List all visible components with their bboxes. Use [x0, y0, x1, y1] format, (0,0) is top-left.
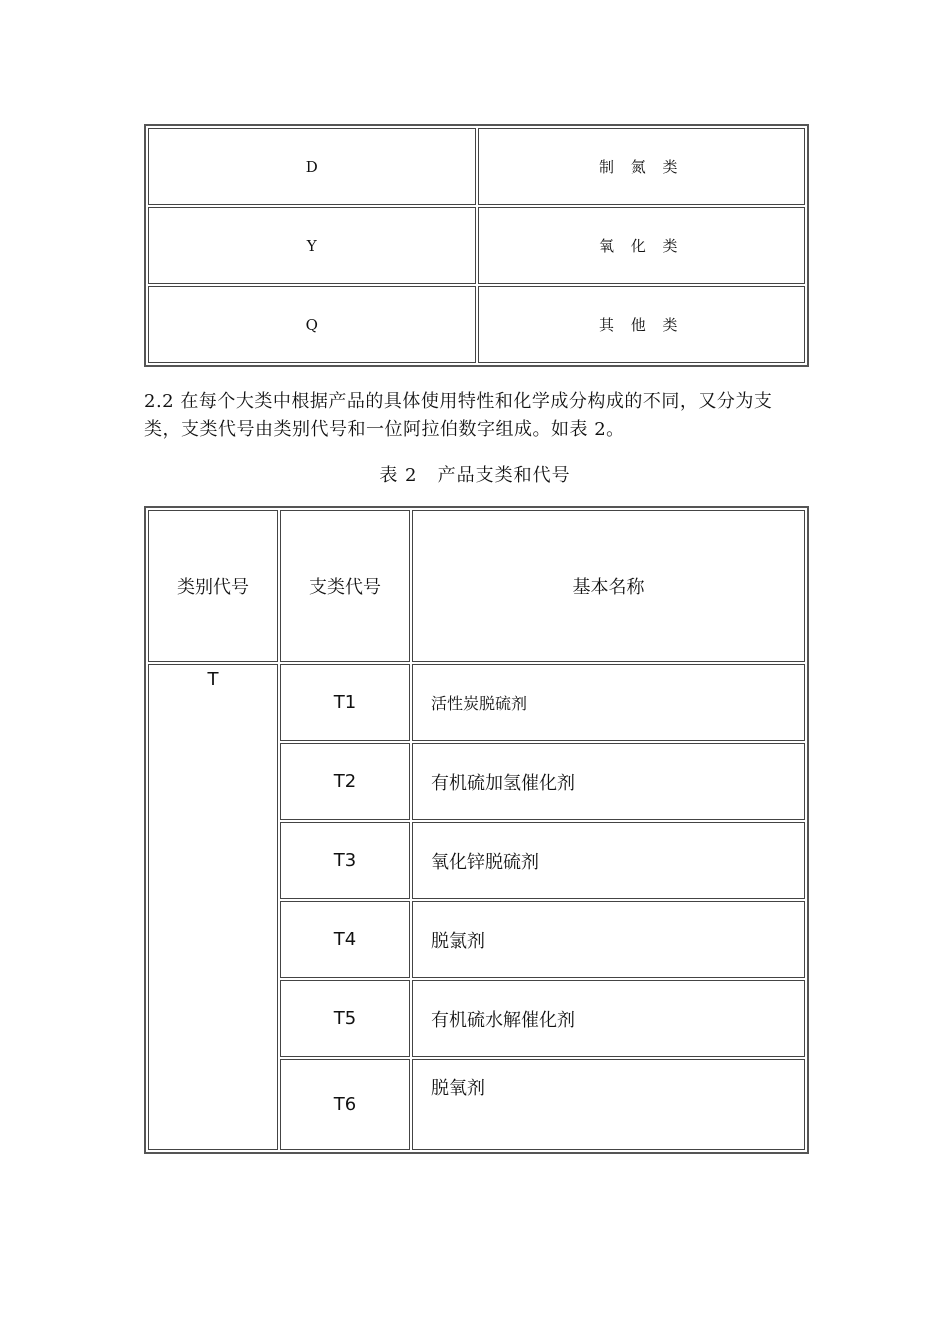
table-row [148, 207, 805, 284]
basic-name: 氧化锌脱硫剂 [412, 822, 805, 899]
header-basic-name: 基本名称 [412, 510, 805, 662]
subcategory-code: T1 [280, 664, 410, 741]
category-code: Q [148, 286, 476, 363]
table-row [148, 128, 805, 205]
table-row [148, 286, 805, 363]
table-row [148, 664, 805, 741]
subcategory-code: T3 [280, 822, 410, 899]
subcategory-code: T2 [280, 743, 410, 820]
category-code: Y [148, 207, 476, 284]
basic-name: 有机硫水解催化剂 [412, 980, 805, 1057]
subcategory-code: T6 [280, 1059, 410, 1150]
header-category-code: 类别代号 [148, 510, 278, 662]
category-code: D [148, 128, 476, 205]
category-code-cell: T [148, 664, 278, 1150]
header-subcategory-code: 支类代号 [280, 510, 410, 662]
basic-name: 有机硫加氢催化剂 [412, 743, 805, 820]
basic-name: 脱氧剂 [412, 1059, 805, 1150]
category-name: 其 他 类 [478, 286, 806, 363]
subcategory-code: T5 [280, 980, 410, 1057]
subcategory-code: T4 [280, 901, 410, 978]
section-paragraph: 2.2 在每个大类中根据产品的具体使用特性和化学成分构成的不同，又分为支类，支类代号由类别代号和一位阿拉伯数字组成。如表 2。 [144, 391, 773, 440]
table-caption: 表 2 产品支类和代号 [379, 465, 571, 486]
basic-name: 活性炭脱硫剂 [412, 664, 805, 741]
category-table [144, 124, 809, 367]
table-header-row [148, 510, 805, 662]
subcategory-table [144, 506, 809, 1154]
category-name: 氧 化 类 [478, 207, 806, 284]
basic-name: 脱氯剂 [412, 901, 805, 978]
category-name: 制 氮 类 [478, 128, 806, 205]
